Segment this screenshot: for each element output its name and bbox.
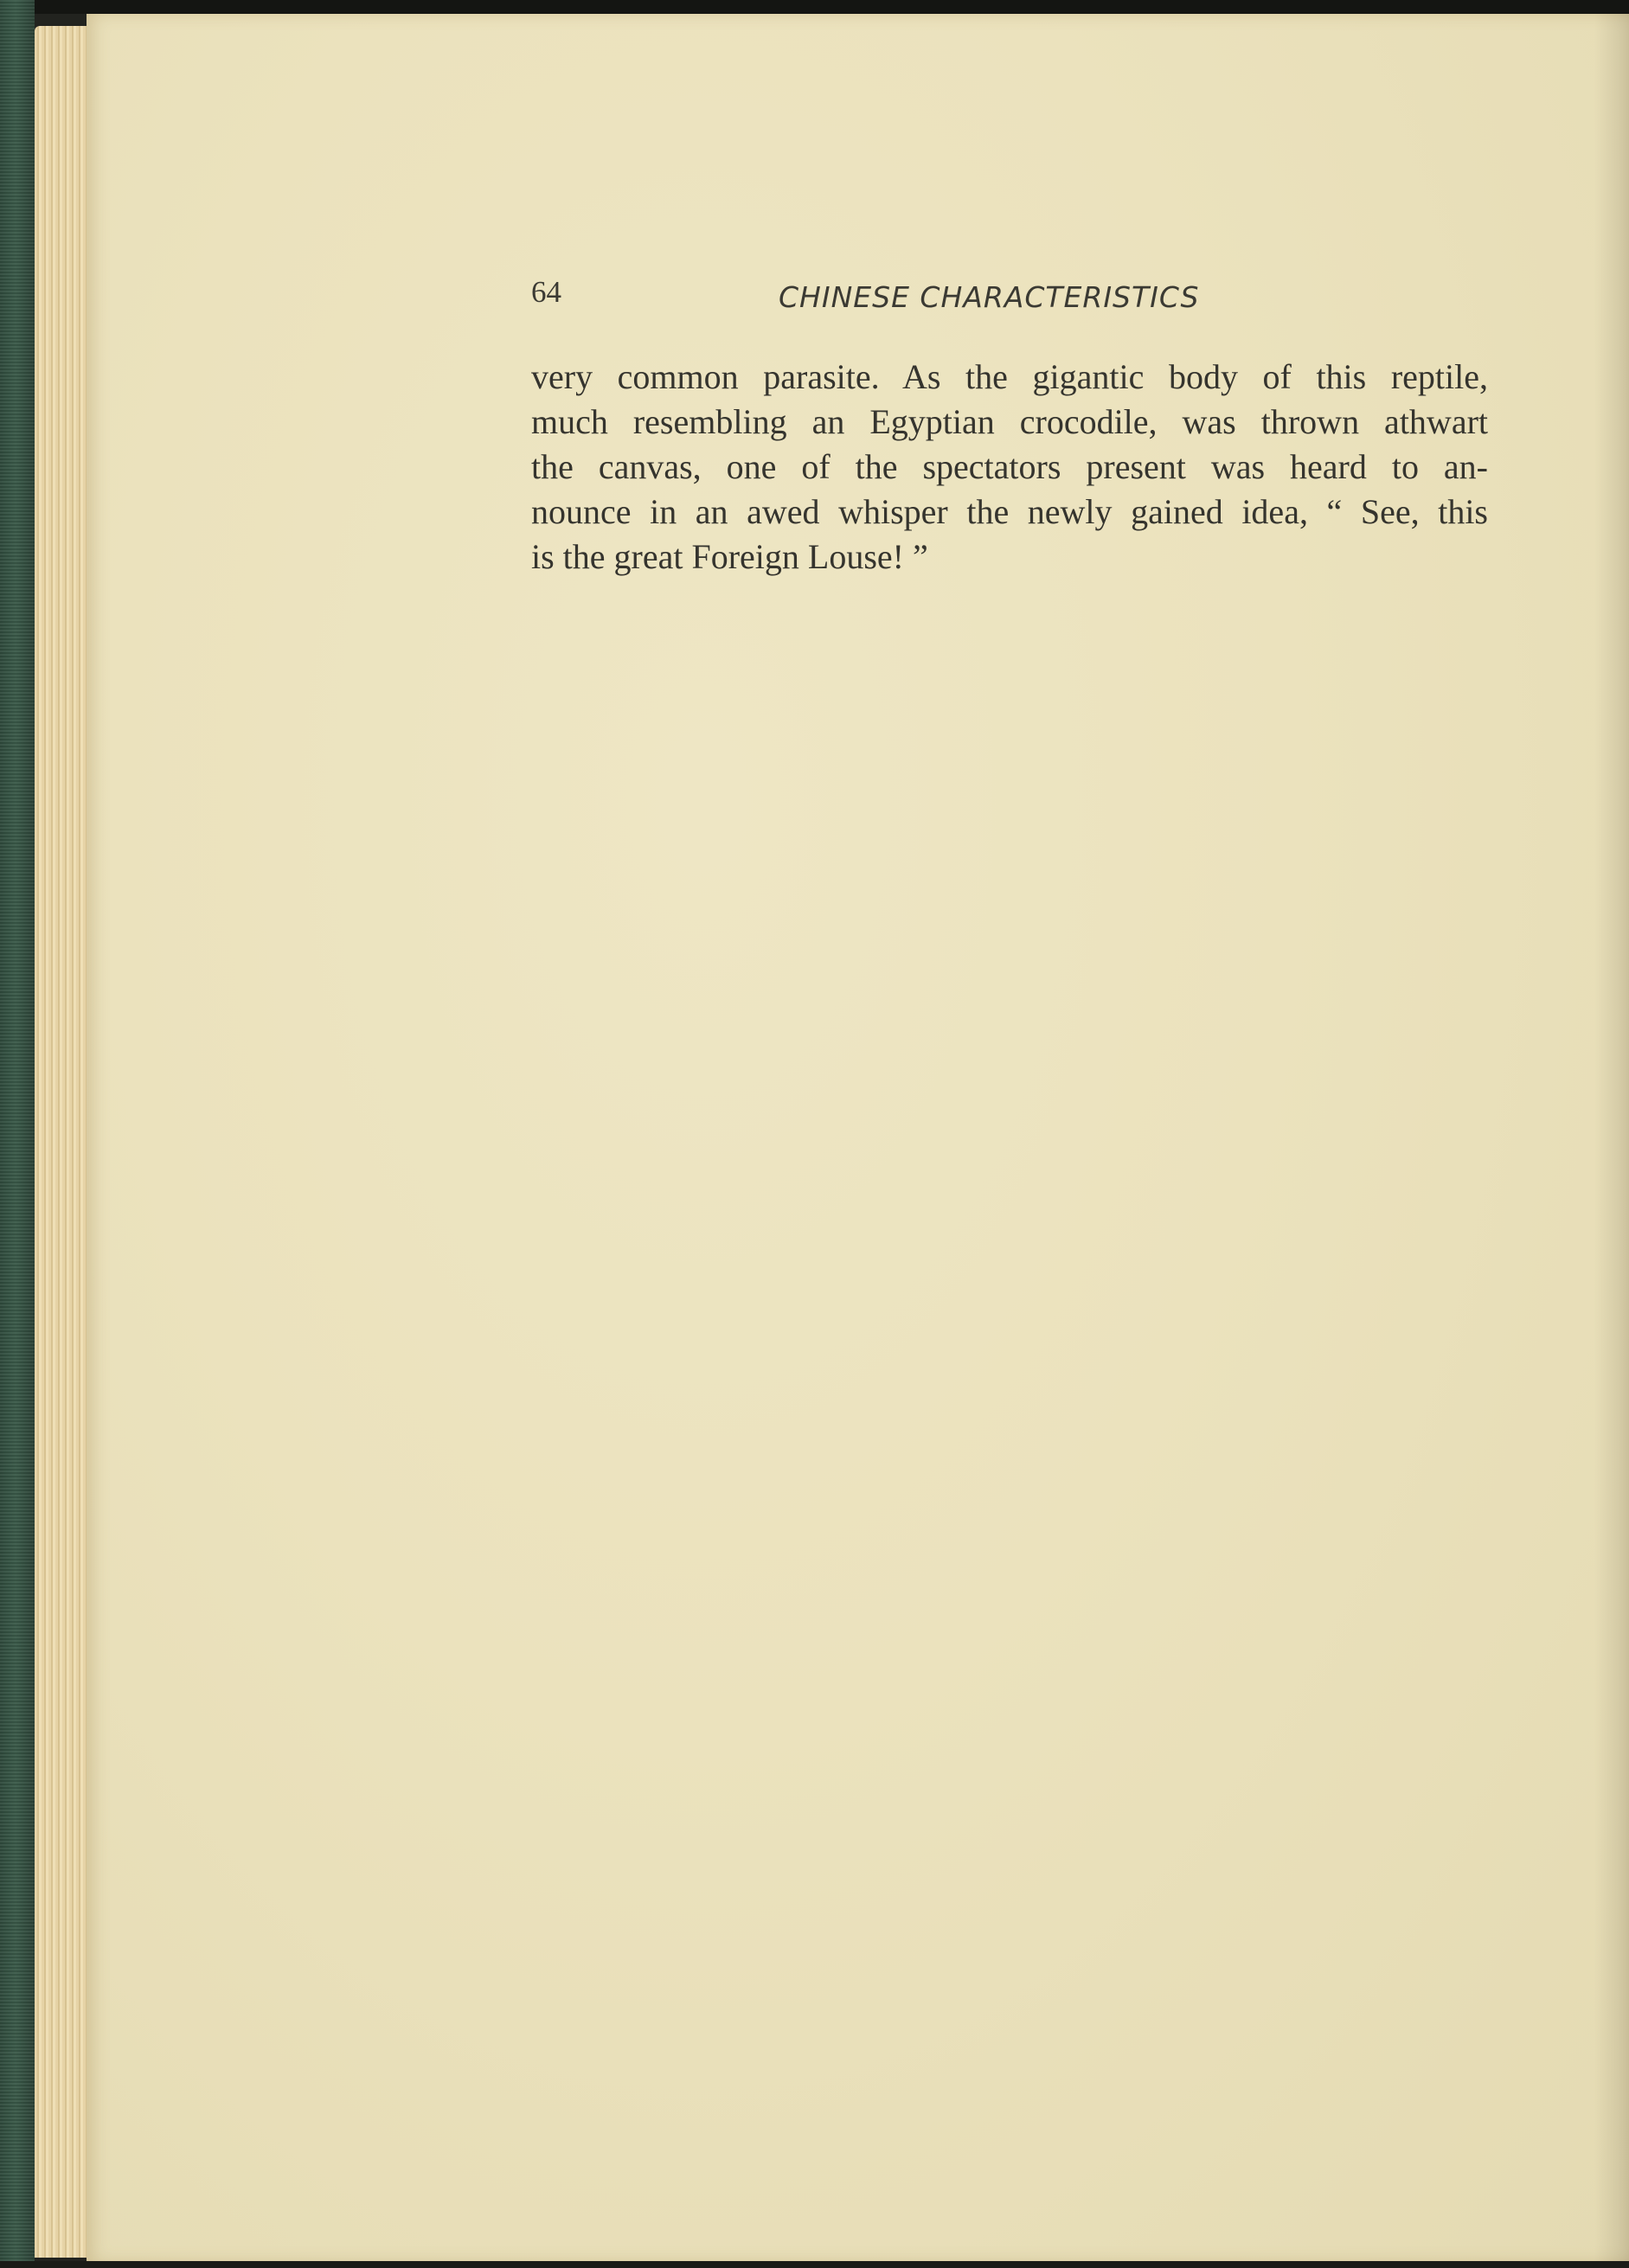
book-page — [87, 14, 1629, 2263]
page-shadow — [1594, 14, 1629, 2263]
page-number: 64 — [531, 275, 561, 309]
cloth-spine — [0, 0, 35, 2268]
text-line: nounce in an awed whisper the newly gained idea, “ See, this — [531, 492, 1488, 531]
text-line: is the great Foreign Louse! ” — [531, 537, 928, 576]
cover-top-edge — [0, 0, 1629, 14]
body-paragraph — [531, 355, 1488, 580]
text-line: the canvas, one of the spectators present was heard to an- — [531, 447, 1488, 486]
running-title: CHINESE CHARACTERISTICS — [779, 280, 1200, 314]
text-line: much resembling an Egyptian crocodile, was thrown athwart — [531, 402, 1488, 441]
cover-bottom-edge — [0, 2261, 1629, 2268]
running-head — [531, 275, 1488, 327]
text-line: very common parasite. As the gigantic body of this reptile, — [531, 357, 1488, 396]
